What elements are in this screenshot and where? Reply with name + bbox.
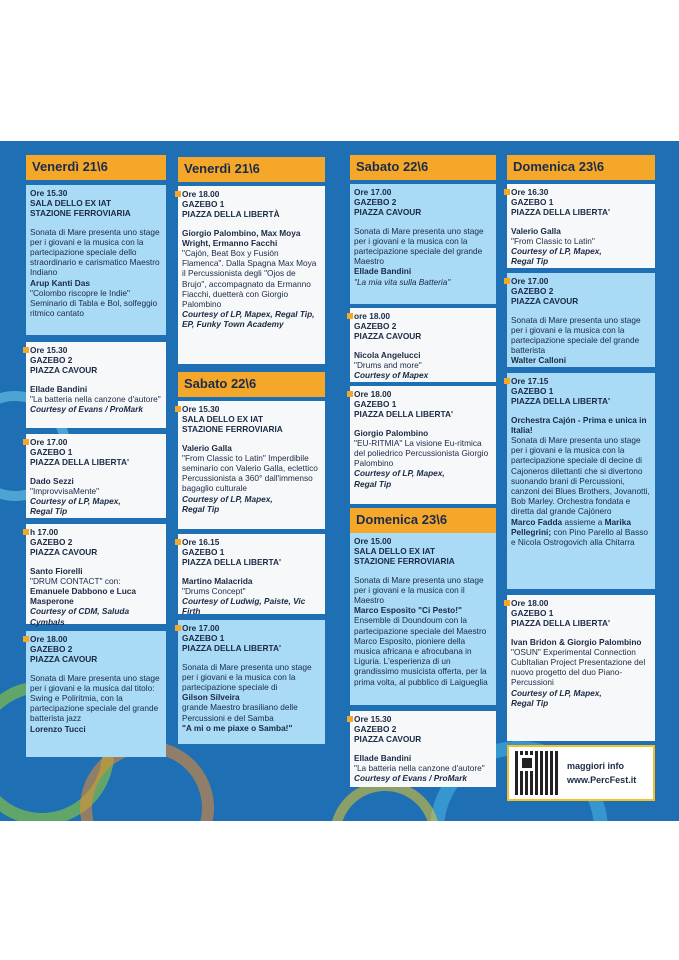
event-performer: Giorgio Palombino, Max Moya Wright, Ermanno Facchi <box>182 227 301 248</box>
event-text: Sonata di Mare presenta uno stage per i giovani e la musica con la partecipazione speciale del grande Maestro <box>354 225 484 267</box>
day-header: Venerdì 21\6 <box>26 155 166 180</box>
event-place: SALA DELLO EX IAT <box>182 414 264 425</box>
event-text: Sonata di Mare presenta uno stage per i giovani e la musica con la partecipazione speciale dello straordinario e carismatico Maestro Indiano <box>30 226 160 278</box>
event-place: GAZEBO 2 <box>354 724 397 735</box>
event-text: "OSUN" Experimental Connection CubItalian Project Presentazione del nuovo progetto del duo Piano-Percussioni <box>511 646 646 688</box>
event-box <box>178 401 325 529</box>
event-performer: Marco Fadda <box>511 516 563 527</box>
qr-code-icon[interactable] <box>515 751 559 795</box>
event-performer: Ellade Bandini <box>30 383 88 394</box>
day-header: Sabato 22\6 <box>350 155 496 180</box>
event-place: PIAZZA DELLA LIBERTÀ <box>182 209 280 220</box>
event-sponsor: Regal Tip <box>511 256 549 267</box>
event-place: GAZEBO 2 <box>30 644 73 655</box>
event-place: PIAZZA CAVOUR <box>30 654 98 665</box>
event-time: Ore 17.00 <box>354 187 392 197</box>
event-performer: Ivan Bridon & Giorgio Palombino <box>511 636 642 647</box>
event-text: "Drums Concept" <box>182 585 246 596</box>
event-place: PIAZZA DELLA LIBERTA' <box>511 207 610 218</box>
event-time: Ore 17.00 <box>30 437 68 447</box>
event-place: STAZIONE FERROVIARIA <box>30 208 131 219</box>
event-time: Ore 15.00 <box>354 536 392 546</box>
info-label: maggiori info <box>567 761 624 771</box>
event-time: Ore 15.30 <box>30 188 68 198</box>
event-text: assieme a <box>564 516 603 527</box>
event-performer: Ellade Bandini <box>354 266 412 277</box>
event-text: "From Classic to Latin" Imperdibile seminario con Valerio Galla, eclettico Percussionista a 360° dall'immenso bagaglio culturale <box>182 452 318 494</box>
event-place: STAZIONE FERROVIARIA <box>182 424 283 435</box>
event-place: GAZEBO 1 <box>511 608 554 619</box>
event-place: GAZEBO 1 <box>354 399 397 410</box>
event-place: SALA DELLO EX IAT <box>30 198 112 209</box>
event-sponsor: Regal Tip <box>182 503 220 514</box>
event-sponsor: Courtesy of LP, Mapex, <box>30 496 121 507</box>
event-place: GAZEBO 2 <box>511 286 554 297</box>
event-place: PIAZZA DELLA LIBERTA' <box>511 396 610 407</box>
event-place: GAZEBO 2 <box>30 537 73 548</box>
column-3 <box>350 155 496 787</box>
event-text: Sonata di Mare presenta uno stage per i giovani e la musica con la partecipazione speciale del grande batterista <box>511 314 641 356</box>
event-sponsor: Regal Tip <box>354 478 392 489</box>
event-box <box>350 533 496 705</box>
event-place: PIAZZA CAVOUR <box>30 547 98 558</box>
event-performer: Walter Calloni <box>511 355 567 366</box>
event-performer: Arup Kanti Das <box>30 277 90 288</box>
event-sponsor: Courtesy of LP, Mapex, Regal Tip, EP, Funky Town Academy <box>182 309 315 330</box>
website-link[interactable]: www.PercFest.it <box>567 775 637 785</box>
event-time: Ore 15.30 <box>354 714 392 724</box>
event-text: "La batteria nella canzone d'autore" <box>354 762 485 773</box>
event-box <box>350 711 496 787</box>
event-box <box>178 186 325 364</box>
column-1 <box>26 155 166 757</box>
event-place: STAZIONE FERROVIARIA <box>354 556 455 567</box>
day-header: Domenica 23\6 <box>350 508 496 533</box>
event-title: "La mia vita sulla Batteria" <box>354 276 451 287</box>
event-time: Ore 17.15 <box>511 376 549 386</box>
event-place: PIAZZA CAVOUR <box>354 207 422 218</box>
event-text: "DRUM CONTACT" con: <box>30 575 121 586</box>
event-box <box>178 534 325 617</box>
event-time: Ore 16.30 <box>511 187 549 197</box>
event-sponsor: Courtesy of Mapex <box>354 370 429 381</box>
event-time: Ore 15.30 <box>182 404 220 414</box>
event-sponsor: Courtesy of LP, Mapex, <box>511 246 602 257</box>
event-sponsor: Regal Tip <box>30 506 68 517</box>
event-place: GAZEBO 2 <box>30 355 73 366</box>
event-place: SALA DELLO EX IAT <box>354 546 436 557</box>
event-box <box>26 631 166 757</box>
event-performer: Emanuele Dabbono e Luca Masperone <box>30 586 137 607</box>
event-sponsor: Courtesy of CDM, Saluda Cymbals <box>30 606 130 627</box>
event-text: con Pino Parello al Basso e Nicola Ostrogovich alla Chitarra <box>511 526 648 548</box>
event-performer: Orchestra Cajón - Prima e unica in Italia! <box>511 414 647 435</box>
event-time: Ore 18.00 <box>354 389 392 399</box>
event-place: GAZEBO 1 <box>182 633 225 644</box>
event-place: GAZEBO 1 <box>30 447 73 458</box>
event-place: PIAZZA DELLA LIBERTA' <box>30 457 129 468</box>
event-box <box>507 595 655 741</box>
event-place: PIAZZA CAVOUR <box>30 365 98 376</box>
event-box <box>26 434 166 518</box>
event-box <box>350 184 496 304</box>
event-place: PIAZZA DELLA LIBERTA' <box>354 409 453 420</box>
event-performer: Martino Malacrida <box>182 575 253 586</box>
event-text: "La batteria nella canzone d'autore" <box>30 393 161 404</box>
event-place: GAZEBO 2 <box>354 321 397 332</box>
event-time: Ore 18.00 <box>30 634 68 644</box>
event-text: Sonata di Mare presenta uno stage per i giovani e la musica dal titolo: Swing e Poliritmia, con la partecipazione speciale del grande batterista jazz <box>30 672 160 724</box>
event-box <box>178 620 325 744</box>
decor-swirl <box>330 781 440 821</box>
event-time: Ore 17.00 <box>511 276 549 286</box>
event-box <box>507 373 655 589</box>
event-place: PIAZZA DELLA LIBERTA' <box>511 618 610 629</box>
event-performer: Valerio Galla <box>182 442 232 453</box>
event-text: Sonata di Mare presenta uno stage per i giovani e la musica con la partecipazione speciale di decine di Cajoneros dilettanti che si divertono suonando brani di Percussioni, canzoni dei Blues Brothers, Jovanotti, Bob Marley. Orchestra fondata e diretta dal grande Cajónero <box>511 435 650 517</box>
event-text: "Drums and more" <box>354 359 422 370</box>
event-text: Ensemble di Doundoum con la partecipazione speciale del Maestro Marco Esposito, pioniere della musica africana e afrocubana in Liguria. L'esperienza di un grandissimo musicista offerta, per la prima volta, al pubblico di Laigueglia <box>354 615 488 687</box>
event-place: PIAZZA CAVOUR <box>354 734 422 745</box>
event-performer: Nicola Angelucci <box>354 349 421 360</box>
event-performer: Dado Sezzi <box>30 475 74 486</box>
info-box <box>507 745 655 801</box>
event-place: GAZEBO 1 <box>511 197 554 208</box>
event-performer: Santo Fiorelli <box>30 565 83 576</box>
event-performer: Marco Esposito "Ci Pesto!" <box>354 605 462 616</box>
event-sponsor: Courtesy of LP, Mapex, <box>511 687 602 698</box>
event-place: GAZEBO 2 <box>354 197 397 208</box>
event-text: "From Classic to Latin" <box>511 235 595 246</box>
column-4 <box>507 155 655 741</box>
event-performer: Valerio Galla <box>511 225 561 236</box>
event-text: grande Maestro brasiliano delle Percussioni e del Samba <box>182 702 298 723</box>
event-time: Ore 17.00 <box>182 623 220 633</box>
event-time: Ore 18.00 <box>182 189 220 199</box>
event-text: "ImprovvisaMente" <box>30 485 100 496</box>
event-time: Ore 15.30 <box>30 345 68 355</box>
event-box <box>26 342 166 428</box>
event-performer: Lorenzo Tucci <box>30 723 86 734</box>
column-2 <box>178 157 325 744</box>
day-header: Sabato 22\6 <box>178 372 325 397</box>
event-box <box>507 273 655 367</box>
event-sponsor: Courtesy of LP, Mapex, <box>354 468 445 479</box>
event-text: "EU-RITMIA" La visione Eu-ritmica del poliedrico Percussionista Giorgio Palombino <box>354 437 489 469</box>
event-place: PIAZZA DELLA LIBERTA' <box>182 557 281 568</box>
event-box <box>507 184 655 268</box>
event-text: Sonata di Mare presenta uno stage per i giovani e la musica con la partecipazione speciale di <box>182 661 312 693</box>
event-place: PIAZZA CAVOUR <box>354 331 422 342</box>
event-sponsor: Courtesy of Evans / ProMark <box>30 404 143 415</box>
event-title: "A mi o me piaxe o Samba!" <box>182 722 293 733</box>
event-sponsor: Regal Tip <box>511 697 549 708</box>
event-box <box>26 524 166 627</box>
event-place: PIAZZA DELLA LIBERTA' <box>182 643 281 654</box>
event-box <box>350 308 496 382</box>
event-performer: Gilson Silveira <box>182 692 240 703</box>
event-sponsor: Courtesy of LP, Mapex, <box>182 493 273 504</box>
event-text: Sonata di Mare presenta uno stage per i giovani e la musica con il Maestro <box>354 574 484 606</box>
event-performer: Marika Pellegrini; <box>511 516 631 537</box>
event-place: GAZEBO 1 <box>182 547 225 558</box>
event-place: PIAZZA CAVOUR <box>511 296 579 307</box>
event-time: Ore 18.00 <box>511 598 549 608</box>
event-time: h 17.00 <box>30 527 59 537</box>
event-box <box>350 386 496 504</box>
event-place: GAZEBO 1 <box>182 199 225 210</box>
day-header: Domenica 23\6 <box>507 155 655 180</box>
event-performer: Ellade Bandini <box>354 752 412 763</box>
event-sponsor: Courtesy of Ludwig, Paiste, Vic Firth <box>182 596 306 617</box>
day-header: Venerdì 21\6 <box>178 157 325 182</box>
event-time: Ore 16.15 <box>182 537 220 547</box>
event-place: GAZEBO 1 <box>511 386 554 397</box>
event-performer: Giorgio Palombino <box>354 427 429 438</box>
event-box <box>26 185 166 335</box>
event-time: ore 18.00 <box>354 311 390 321</box>
event-sponsor: Courtesy of Evans / ProMark <box>354 773 467 784</box>
event-text: "Cajón, Beat Box y Fusión Flamenca". Dalla Spagna Max Moya il Percussionista degli "Ojos de Brujo", accompagnato da Ermanno Fiacchi, duetterà con Giorgio Palombino <box>182 248 317 310</box>
event-text: "Colombo riscopre le Indie" Seminario di Tabla e Bol, solfeggio ritmico cantato <box>30 287 158 319</box>
